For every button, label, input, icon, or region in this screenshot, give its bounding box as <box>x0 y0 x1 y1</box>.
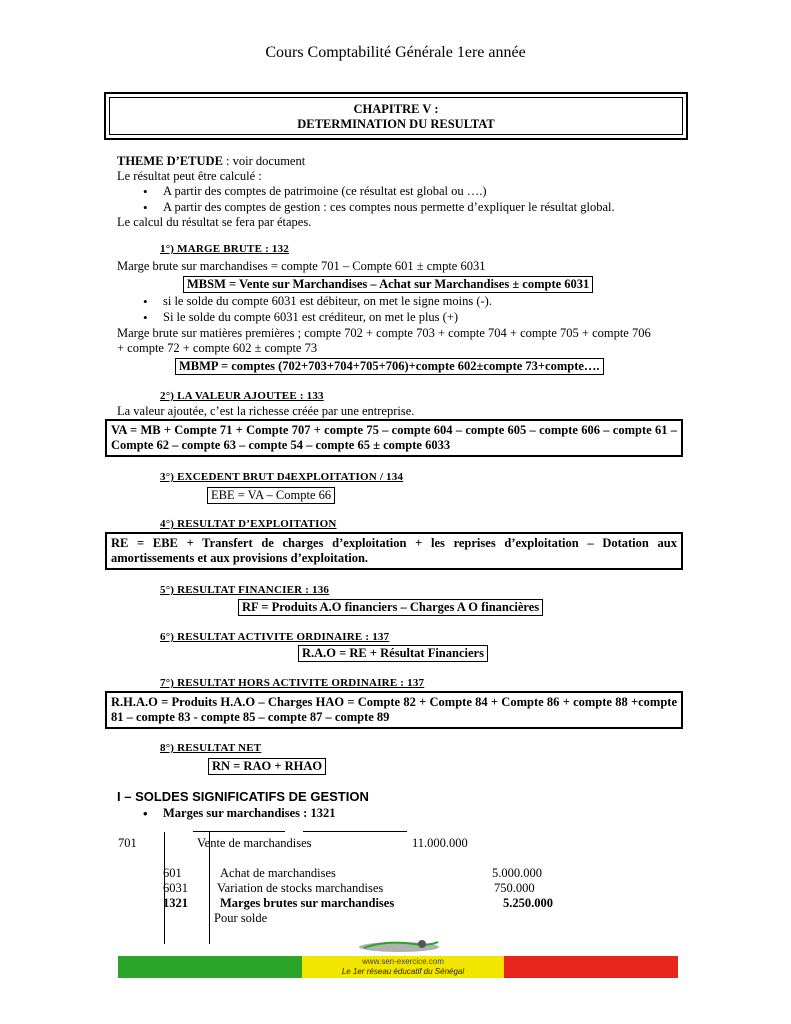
section-4-title: 4°) RESULTAT D’EXPLOITATION <box>160 518 337 530</box>
section-1-line-3: + compte 72 + compte 602 ± compte 73 <box>117 341 318 355</box>
section-8-title: 8°) RESULTAT NET <box>160 742 262 754</box>
ledger-amount-stock-variation: 750.000 <box>494 881 535 895</box>
section-5-title: 5°) RESULTAT FINANCIER : 136 <box>160 584 330 596</box>
ledger-account-1321: 1321 <box>163 896 188 910</box>
section-2-title: 2°) LA VALEUR AJOUTEE : 133 <box>160 390 324 402</box>
ledger-account-701: 701 <box>118 836 137 850</box>
intro-bullet-1: • A partir des comptes de patrimoine (ce résultat est global ou ….) <box>163 184 487 199</box>
footer-url[interactable]: www.sen-exercice.com <box>362 957 444 966</box>
ledger-account-6031: 6031 <box>163 881 188 895</box>
mbmp-formula: MBMP = comptes (702+703+704+705+706)+compte 602±compte 73+compte…. <box>175 358 604 375</box>
section-1-line: Marge brute sur marchandises = compte 701 – Compte 601 ± cmpte 6031 <box>117 259 486 273</box>
mbsm-formula: MBSM = Vente sur Marchandises – Achat sur Marchandises ± compte 6031 <box>183 276 593 293</box>
section-1-line-2: Marge brute sur matières premières ; compte 702 + compte 703 + compte 704 + compte 705 + compte 706 <box>117 326 651 340</box>
chapter-box <box>104 92 688 140</box>
ledger-amount-gross-margin: 5.250.000 <box>503 896 553 910</box>
ledger-label-stock-variation: Variation de stocks marchandises <box>217 881 384 895</box>
section-3-title: 3°) EXCEDENT BRUT D4EXPLOITATION / 134 <box>160 471 404 483</box>
rhao-formula: R.H.A.O = Produits H.A.O – Charges HAO = Compte 82 + Compte 84 + Compte 86 + compte 88 +compte 81 – compte 83 - compte 85 – compte 87 – compte 89 <box>105 691 683 729</box>
footer-red-band <box>504 956 678 978</box>
intro-line-2: Le calcul du résultat se fera par étapes. <box>117 215 312 229</box>
ledger-account-601: 601 <box>163 866 182 880</box>
section-6-title: 6°) RESULTAT ACTIVITE ORDINAIRE : 137 <box>160 631 390 643</box>
footer-logo <box>354 938 444 954</box>
footer-banner <box>118 956 678 978</box>
page-header-title: Cours Comptabilité Générale 1ere année <box>265 44 526 61</box>
re-formula: RE = EBE + Transfert de charges d’exploitation + les reprises d’exploitation – Dotation aux amortissements et aux provisions d’exploitation. <box>105 532 683 570</box>
section-1-bullet-1: • si le solde du compte 6031 est débiteur, on met le signe moins (-). <box>163 294 492 309</box>
section-1-bullet-2: • Si le solde du compte 6031 est créditeur, on met le plus (+) <box>163 310 458 325</box>
rao-formula: R.A.O = RE + Résultat Financiers <box>298 645 488 662</box>
rf-formula: RF = Produits A.O financiers – Charges A O financières <box>238 599 543 616</box>
footer-tagline: Le 1er réseau éducatif du Sénégal <box>341 967 465 976</box>
va-formula: VA = MB + Compte 71 + Compte 707 + compte 75 – compte 604 – compte 605 – compte 606 – compte 61 – Compte 62 – compte 63 – compte 54 – compte 65 ± compte 6033 <box>105 419 683 457</box>
ledger-amount-sales: 11.000.000 <box>412 836 468 850</box>
theme-line <box>117 154 305 169</box>
chapter-number: CHAPITRE V : <box>353 102 439 116</box>
section-7-title: 7°) RESULTAT HORS ACTIVITE ORDINAIRE : 137 <box>160 677 425 689</box>
sen-exercice-logo-icon <box>354 938 444 954</box>
footer-green-band <box>118 956 302 978</box>
intro-line: Le résultat peut être calculé : <box>117 169 262 183</box>
ledger-label-purchases: Achat de marchandises <box>220 866 336 880</box>
ledger-amount-purchases: 5.000.000 <box>492 866 542 880</box>
ledger-label-sales: Vente de marchandises <box>197 836 312 850</box>
rn-formula: RN = RAO + RHAO <box>208 758 326 775</box>
chapter-title: DETERMINATION DU RESULTAT <box>297 117 495 131</box>
ledger-label-balance: Pour solde <box>214 911 268 925</box>
ebe-formula: EBE = VA – Compte 66 <box>207 487 335 504</box>
section-2-line: La valeur ajoutée, c’est la richesse créée par une entreprise. <box>117 404 415 418</box>
part-1-bullet: • Marges sur marchandises : 1321 <box>163 806 335 821</box>
ledger-label-gross-margin: Marges brutes sur marchandises <box>220 896 395 910</box>
section-1-title: 1°) MARGE BRUTE : 132 <box>160 243 289 255</box>
part-1-title: I – SOLDES SIGNIFICATIFS DE GESTION <box>117 789 369 804</box>
intro-bullet-2: • A partir des comptes de gestion : ces comptes nous permette d’expliquer le résultat global. <box>163 200 615 215</box>
theme-text: : voir document <box>222 154 306 168</box>
theme-label: THEME D’ETUDE <box>117 154 223 168</box>
